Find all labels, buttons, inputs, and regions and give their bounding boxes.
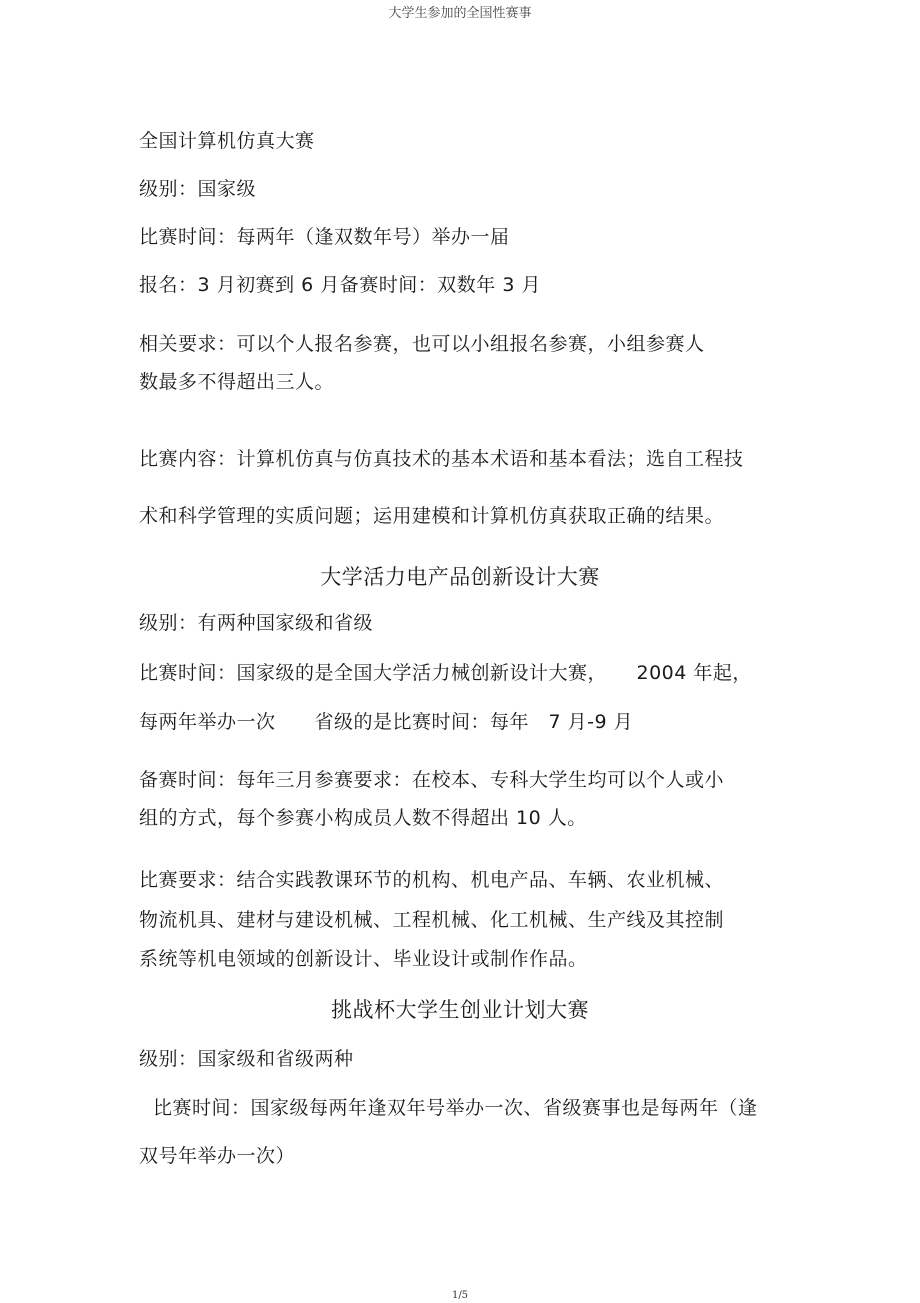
level-line: 级别：国家级 — [139, 178, 257, 200]
level-line: 级别：国家级和省级两种 — [139, 1048, 354, 1070]
time-line-2: 双号年举办一次） — [139, 1145, 296, 1167]
requirement-line-2: 数最多不得超出三人。 — [139, 371, 335, 393]
registration-line: 报名：3 月初赛到 6 月备赛时间：双数年 3 月 — [139, 274, 541, 296]
content-line-1: 比赛内容：计算机仿真与仿真技术的基本术语和基本看法；选自工程技 — [139, 448, 744, 470]
section-title-computer-simulation: 全国计算机仿真大赛 — [139, 130, 315, 152]
content-line-2: 术和科学管理的实质问题；运用建模和计算机仿真获取正确的结果。 — [139, 505, 725, 527]
preparation-line-1: 备赛时间：每年三月参赛要求：在校本、专科大学生均可以个人或小 — [139, 769, 725, 791]
time-line-1: 比赛时间：国家级每两年逢双年号举办一次、省级赛事也是每两年（逢 — [153, 1097, 758, 1119]
competition-requirement-line-2: 物流机具、建材与建设机械、工程机械、化工机械、生产线及其控制 — [139, 909, 725, 931]
competition-requirement-line-3: 系统等机电领域的创新设计、毕业设计或制作作品。 — [139, 948, 588, 970]
section-title-challenge-cup: 挑战杯大学生创业计划大赛 — [331, 998, 589, 1022]
requirement-line-1: 相关要求：可以个人报名参赛，也可以小组报名参赛，小组参赛人 — [139, 333, 705, 355]
time-line-1: 比赛时间：国家级的是全国大学活力械创新设计大赛， 2004 年起， — [139, 662, 752, 684]
section-title-mechatronic-design: 大学活力电产品创新设计大赛 — [320, 565, 600, 589]
page-number: 1/5 — [451, 1290, 469, 1301]
competition-requirement-line-1: 比赛要求：结合实践教课环节的机构、机电产品、车辆、农业机械、 — [139, 869, 725, 891]
page-header: 大学生参加的全国性赛事 — [388, 6, 532, 21]
level-line: 级别：有两种国家级和省级 — [139, 612, 374, 634]
preparation-line-2: 组的方式，每个参赛小构成员人数不得超出 10 人。 — [139, 807, 587, 829]
time-line-2: 每两年举办一次 省级的是比赛时间：每年 7 月-9 月 — [139, 711, 634, 733]
time-line: 比赛时间：每两年（逢双数年号）举办一届 — [139, 226, 510, 248]
